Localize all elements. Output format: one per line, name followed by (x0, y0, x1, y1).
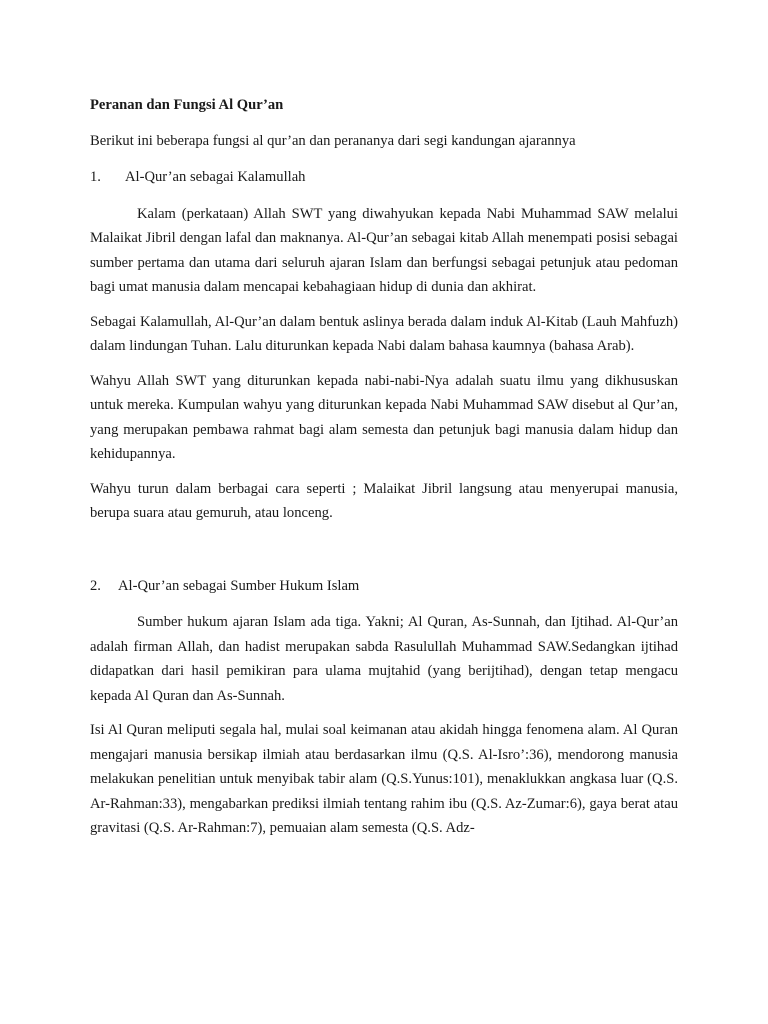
section-2-heading (90, 574, 678, 599)
section-1-heading (90, 165, 678, 190)
section-1-paragraph-3: Wahyu Allah SWT yang diturunkan kepada nabi-nabi-Nya adalah suatu ilmu yang dikhususkan untuk mereka. Kumpulan wahyu yang diturunkan kepada Nabi Muhammad SAW disebut al Qur’an, yang merupakan pembawa rahmat bagi alam semesta dan petunjuk bagi manusia dalam hidup dan kehidupannya. (90, 372, 678, 462)
section-spacer (90, 536, 678, 574)
section-2-paragraph-2: Isi Al Quran meliputi segala hal, mulai soal keimanan atau akidah hingga fenomena alam. Al Quran mengajari manusia bersikap ilmiah atau berdasarkan ilmu (Q.S. Al-Isro’:36), mendorong manusia melakukan penelitian untuk menyibak tabir alam (Q.S.Yunus:101), menaklukkan angkasa luar (Q.S. Ar-Rahman:33), mengabarkan prediksi ilmiah tentang rahim ibu (Q.S. Az-Zumar:6), gaya berat atau gravitasi (Q.S. Ar-Rahman:7), pemuaian alam semesta (Q.S. Adz- (90, 722, 678, 836)
section-1-number: 1. (90, 169, 101, 185)
section-1-paragraph-4: Wahyu turun dalam berbagai cara seperti ; Malaikat Jibril langsung atau menyerupai manusia, berupa suara atau gemuruh, atau lonceng. (90, 480, 678, 521)
section-2-title: Al-Qur’an sebagai Sumber Hukum Islam (118, 577, 360, 594)
document-title: Peranan dan Fungsi Al Qur’an (90, 97, 284, 113)
section-1-title: Al-Qur’an sebagai Kalamullah (125, 169, 306, 185)
section-2-paragraph-1: Sumber hukum ajaran Islam ada tiga. Yakni; Al Quran, As-Sunnah, dan Ijtihad. Al-Qur’an adalah firman Allah, dan hadist merupakan sabda Rasulullah Muhammad SAW.Sedangkan ijtihad didapatkan dari hasil pemikiran para ulama mujtahid (yang berijtihad), dengan tetap mengacu kepada Al Quran dan As-Sunnah. (90, 614, 678, 704)
section-2-number: 2. (90, 577, 101, 594)
section-1-paragraph-1: Kalam (perkataan) Allah SWT yang diwahyukan kepada Nabi Muhammad SAW melalui Malaikat Jibril dengan lafal dan maknanya. Al-Qur’an sebagai kitab Allah menempati posisi sebagai sumber pertama dan utama dari seluruh ajaran Islam dan berfungsi sebagai petunjuk atau pedoman bagi umat manusia dalam mencapai kebahagiaan hidup di dunia dan akhirat. (90, 205, 678, 295)
intro-text: Berikut ini beberapa fungsi al qur’an dan perananya dari segi kandungan ajarannya (90, 132, 576, 149)
section-1-paragraph-2: Sebagai Kalamullah, Al-Qur’an dalam bentuk aslinya berada dalam induk Al-Kitab (Lauh Mahfuzh) dalam lindungan Tuhan. Lalu diturunkan kepada Nabi dalam bahasa kaumnya (bahasa Arab). (90, 313, 678, 354)
